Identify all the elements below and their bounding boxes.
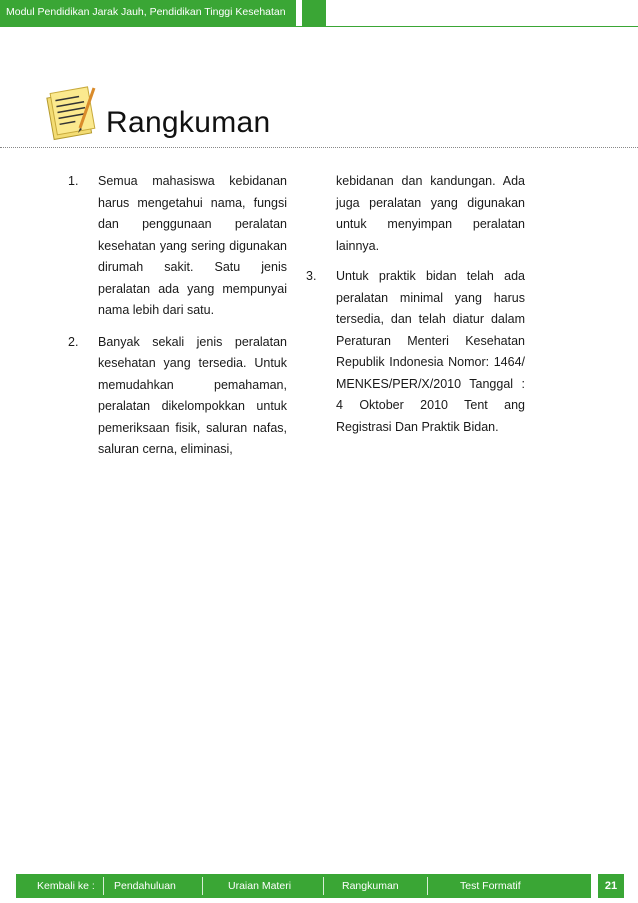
item-number: 1. (68, 174, 79, 188)
section-divider (0, 147, 638, 148)
page-number: 21 (598, 874, 624, 898)
summary-item (306, 266, 525, 438)
footer-link-rangkuman[interactable]: Rangkuman (342, 880, 399, 892)
footer-nav (16, 874, 591, 898)
item-number: 2. (68, 334, 79, 349)
header-divider (0, 26, 638, 27)
section-title: Rangkuman (106, 106, 271, 139)
footer-separator (427, 877, 428, 895)
item-text: Semua mahasiswa kebidanan harus mengetahui nama, fungsi dan penggunaan peralatan kesehatan yang sering digunakan dirumah sakit. Satu jenis peralatan ada yang mempunyai nama lebih dari satu. (98, 174, 287, 317)
note-icon (44, 84, 100, 144)
footer-separator (323, 877, 324, 895)
footer-link-pendahuluan[interactable]: Pendahuluan (114, 880, 176, 892)
item-text: Banyak sekali jenis peralatan kesehatan yang tersedia. Untuk memudahkan pemahaman, peralatan dikelompokkan untuk pemeriksaan fisik, saluran nafas, saluran cerna, eliminasi, (98, 334, 287, 456)
item-number: 3. (306, 269, 317, 283)
summary-column-left (68, 171, 287, 461)
summary-item (68, 171, 287, 322)
header-title: Modul Pendidikan Jarak Jauh, Pendidikan Tinggi Kesehatan (6, 6, 286, 18)
summary-item (68, 332, 287, 461)
header-tab (302, 0, 326, 26)
header-bar (0, 0, 296, 26)
item-continuation: kebidanan dan kandungan. Ada juga peralatan yang digunakan untuk menyimpan peralatan lainnya. (336, 174, 525, 253)
item-text: Untuk praktik bidan telah ada peralatan minimal yang harus tersedia, dan telah diatur dalam Peraturan Menteri Kesehatan Republik Indonesia Nomor: 1464/ MENKES/PER/X/2010 Tanggal : 4 Oktober 2010 Tent ang Registrasi Dan Praktik Bidan. (336, 269, 525, 434)
footer-link-test-formatif[interactable]: Test Formatif (460, 880, 521, 892)
footer-separator (103, 877, 104, 895)
footer-separator (202, 877, 203, 895)
footer-label: Kembali ke : (37, 880, 95, 892)
footer-link-uraian-materi[interactable]: Uraian Materi (228, 880, 292, 892)
summary-column-right (306, 171, 525, 438)
